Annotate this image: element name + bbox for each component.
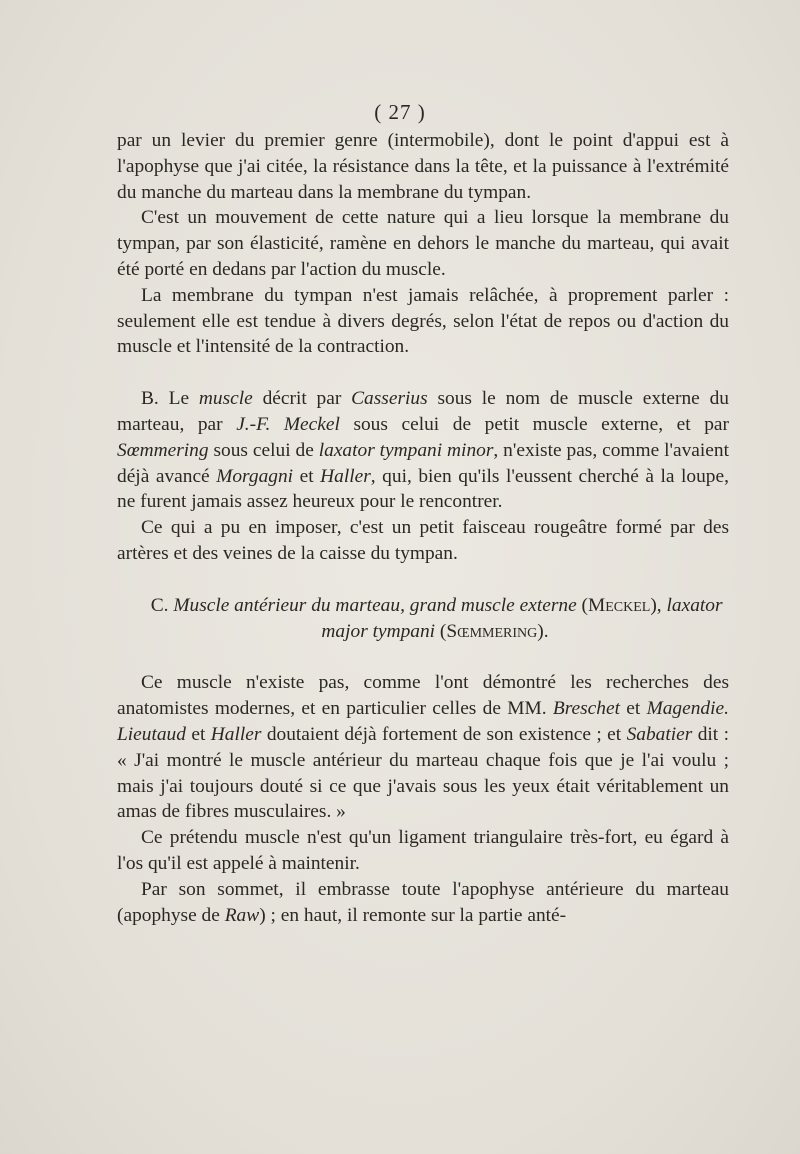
section-b-letter: B. [141, 388, 159, 410]
section-b-paragraph: B. Le muscle décrit par Casserius sous le nom de muscle externe du marteau, par J.-F. Meckel sous celui de petit muscle externe, et par Sœmmering sous celui de laxator tympani minor, n'existe pas, comme l'avaient déjà avancé Morgagni et Haller, qui, bien qu'ils l'eussent cherché à la loupe, ne furent jamais assez heureux pour le rencontrer. [117, 388, 729, 513]
paragraph-3: La membrane du tympan n'est jamais relâchée, à proprement parler : seulement elle est tendue à divers degrés, selon l'état de repos ou d'action du muscle et l'intensité de la contraction. [117, 284, 729, 358]
paragraph-5: Ce qui a pu en imposer, c'est un petit faisceau rougeâtre formé par des artères et des veines de la caisse du tympan. [117, 517, 729, 564]
paragraph-1: par un levier du premier genre (intermobile), dont le point d'appui est à l'apophyse que j'ai citée, la résistance dans la tête, et la puissance à l'extrémité du manche du marteau dans la membrane du tympan. [117, 130, 729, 203]
page-number: ( 27 ) [374, 100, 426, 124]
paragraph-7: Ce prétendu muscle n'est qu'un ligament triangulaire très-fort, eu égard à l'os qu'il est appelé à maintenir. [117, 827, 729, 874]
section-c-letter: C. [150, 594, 169, 616]
section-c-heading: C. Muscle antérieur du marteau, grand muscle externe (Meckel), laxator [150, 594, 723, 616]
section-c-heading-line2: major tympani (Sœmmering). [321, 620, 549, 642]
paragraph-8: Par son sommet, il embrasse toute l'apophyse antérieure du marteau (apophyse de Raw) ; en haut, il remonte sur la partie anté- [117, 878, 729, 926]
paragraph-2: C'est un mouvement de cette nature qui a lieu lorsque la membrane du tympan, par son élasticité, ramène en dehors le manche du marteau, qui avait été porté en dedans par l'action du muscle. [117, 207, 729, 280]
body-text [117, 128, 729, 928]
paragraph-6: Ce muscle n'existe pas, comme l'ont démontré les recherches des anatomistes modernes, et en particulier celles de MM. Breschet et Magendie. Lieutaud et Haller doutaient déjà fortement de son existence ; et Sabatier dit : « J'ai montré le muscle antérieur du marteau chaque fois que je l'ai voulu ; mais j'ai toujours douté si ce que j'avais sous les yeux était véritablement un amas de fibres musculaires. » [117, 672, 729, 823]
